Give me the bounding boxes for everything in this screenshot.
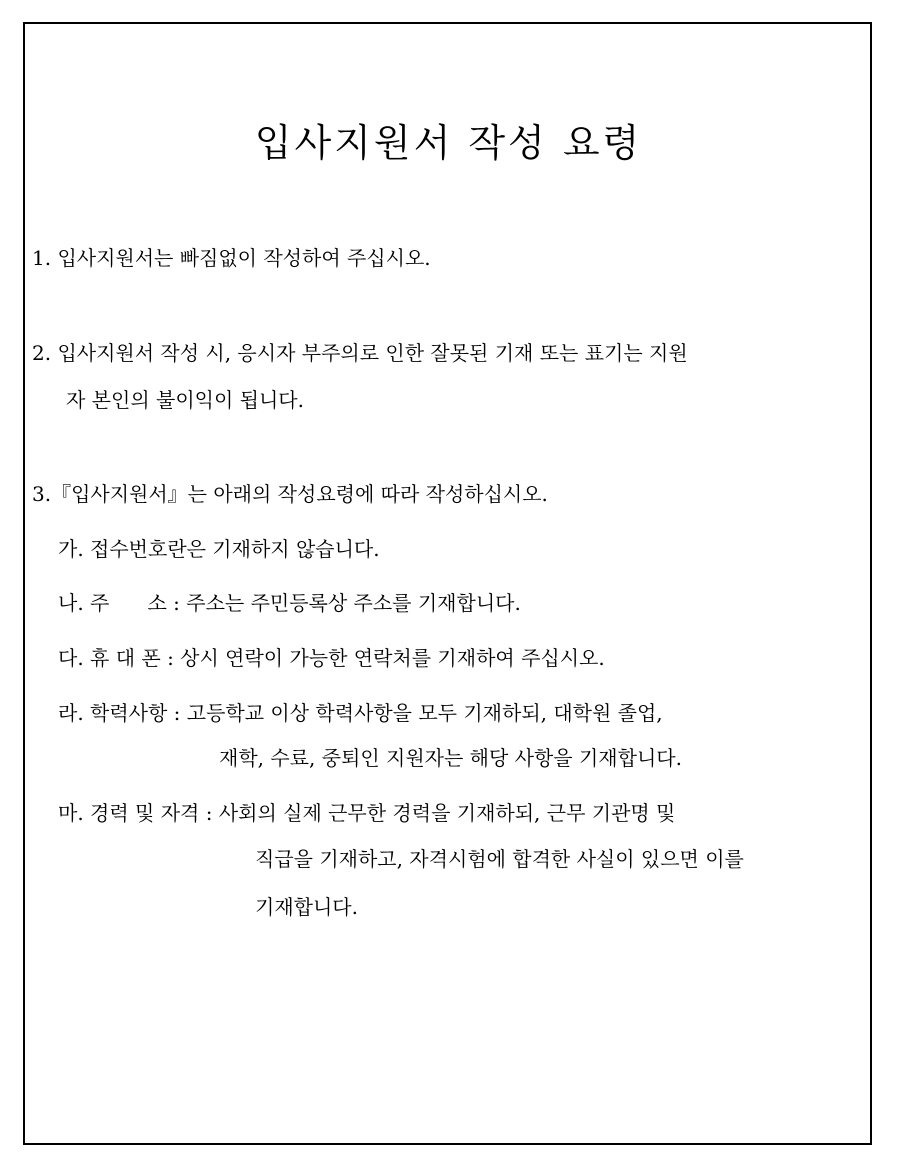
- instruction-item-1: 1. 입사지원서는 빠짐없이 작성하여 주십시오.: [32, 246, 431, 270]
- sub-item-na: 나. 주 소 : 주소는 주민등록상 주소를 기재합니다.: [58, 591, 521, 615]
- document-border: [23, 22, 872, 1145]
- instruction-item-2-line-2: 자 본인의 불이익이 됩니다.: [66, 388, 304, 412]
- sub-item-ra-line-2: 재학, 수료, 중퇴인 지원자는 해당 사항을 기재합니다.: [219, 746, 682, 770]
- page-title: 입사지원서 작성 요령: [254, 121, 643, 165]
- instruction-item-2-line-1: 2. 입사지원서 작성 시, 응시자 부주의로 인한 잘못된 기재 또는 표기는 지원: [32, 341, 688, 365]
- sub-item-da: 다. 휴 대 폰 : 상시 연락이 가능한 연락처를 기재하여 주십시오.: [58, 646, 605, 670]
- sub-item-ma-line-1: 마. 경력 및 자격 : 사회의 실제 근무한 경력을 기재하되, 근무 기관명 및: [58, 801, 676, 825]
- sub-item-ga: 가. 접수번호란은 기재하지 않습니다.: [58, 537, 380, 561]
- sub-item-ra-line-1: 라. 학력사항 : 고등학교 이상 학력사항을 모두 기재하되, 대학원 졸업,: [58, 701, 663, 725]
- sub-item-ma-line-2: 직급을 기재하고, 자격시험에 합격한 사실이 있으면 이를: [255, 847, 744, 871]
- sub-item-ma-line-3: 기재합니다.: [255, 895, 358, 919]
- instruction-item-3: 3.『입사지원서』는 아래의 작성요령에 따라 작성하십시오.: [32, 482, 548, 506]
